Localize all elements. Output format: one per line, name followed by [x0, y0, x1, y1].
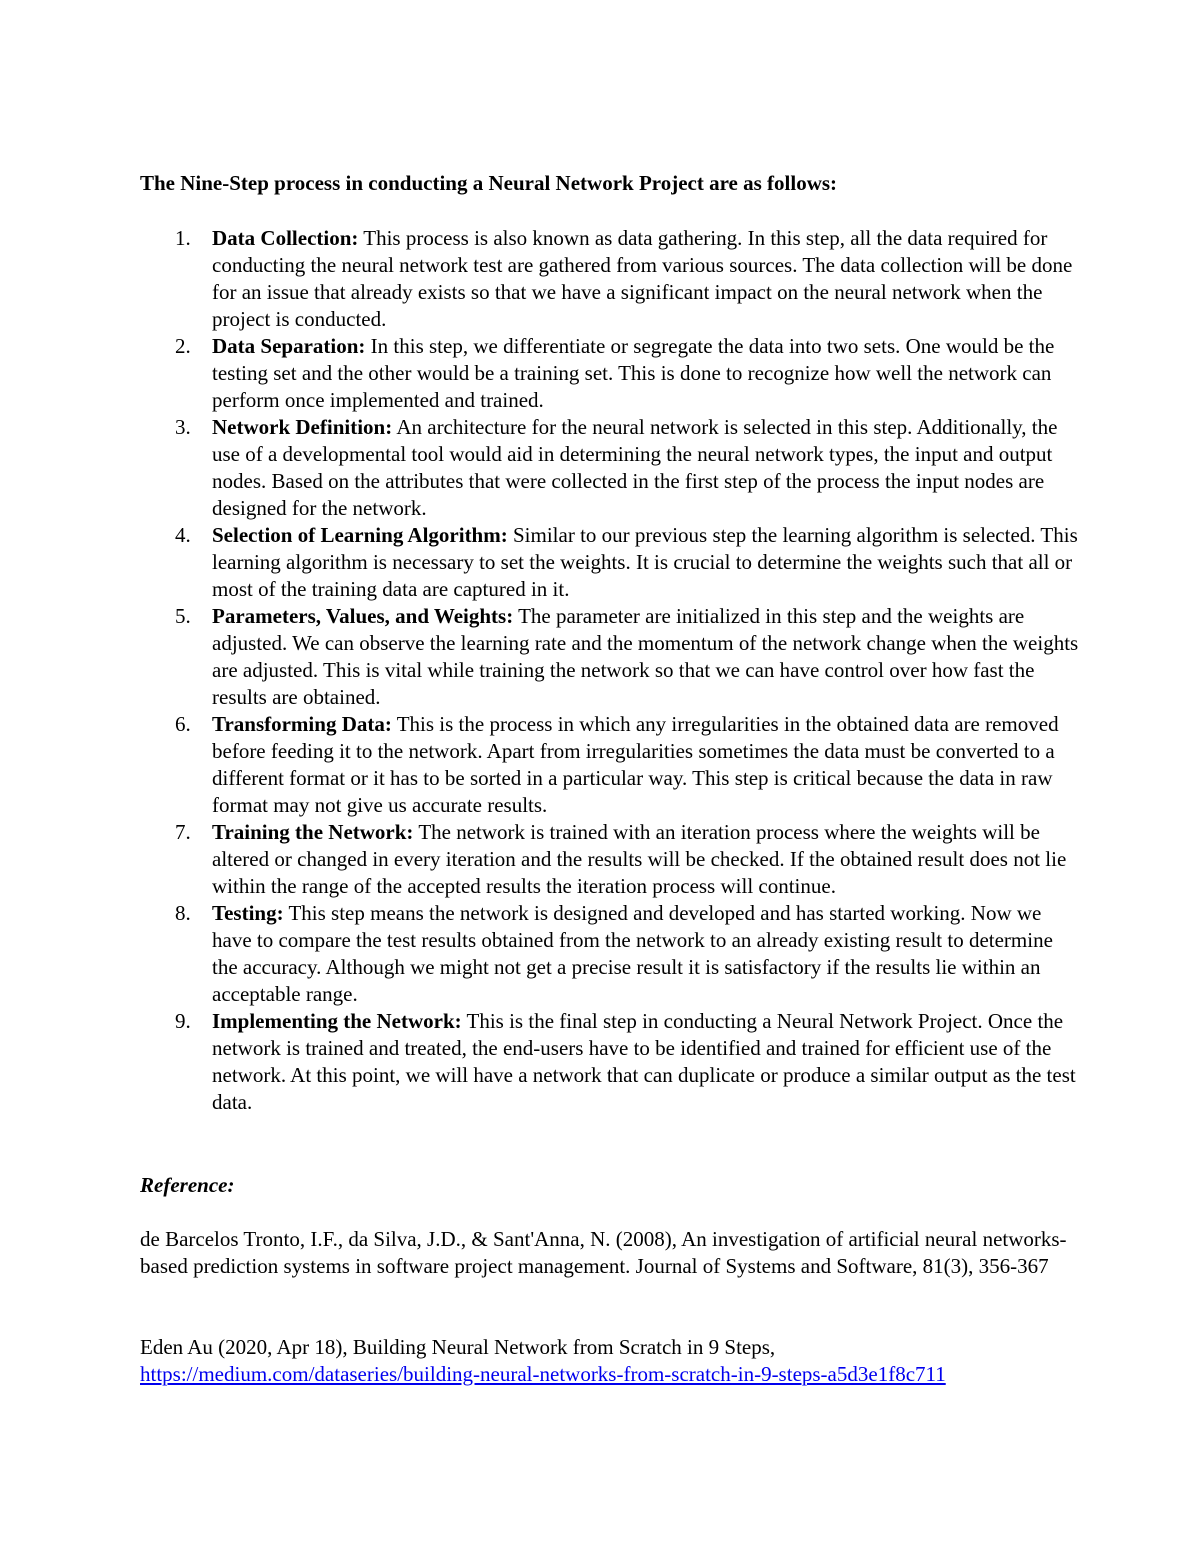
steps-list — [140, 225, 1080, 1116]
reference-link[interactable]: https://medium.com/dataseries/building-neural-networks-from-scratch-in-9-steps-a5d3e1f8c711 — [140, 1362, 946, 1386]
list-item — [140, 819, 1080, 900]
step-title: Testing: — [212, 901, 284, 925]
step-text: An architecture for the neural network is selected in this step. Additionally, the use of a developmental tool would aid in determining the neural network types, the input and output nodes. Based on the attributes that were collected in the first step of the process the input nodes are designed for the network. — [212, 415, 1058, 520]
reference-entry-au — [140, 1334, 1070, 1388]
step-title: Parameters, Values, and Weights: — [212, 604, 514, 628]
list-item — [140, 711, 1080, 819]
reference-heading: Reference: — [140, 1173, 235, 1197]
step-number: 6. — [175, 712, 191, 736]
step-number: 7. — [175, 820, 191, 844]
step-text: This is the process in which any irregularities in the obtained data are removed before feeding it to the network. Apart from irregularities sometimes the data must be converted to a different format or it has to be sorted in a particular way. This step is critical because the data in raw format may not give us accurate results. — [212, 712, 1059, 817]
step-number: 2. — [175, 334, 191, 358]
step-text: The network is trained with an iteration process where the weights will be altered or changed in every iteration and the results will be checked. If the obtained result does not lie within the range of the accepted results the iteration process will continue. — [212, 820, 1067, 898]
step-text: This process is also known as data gathering. In this step, all the data required for conducting the neural network test are gathered from various sources. The data collection will be done for an issue that already exists so that we have a significant impact on the neural network when the project is conducted. — [212, 226, 1073, 331]
step-text: This step means the network is designed and developed and has started working. Now we have to compare the test results obtained from the network to an already existing result to determine the accuracy. Although we might not get a precise result it is satisfactory if the results lie within an acceptable range. — [212, 901, 1053, 1006]
list-item — [140, 1008, 1080, 1116]
step-title: Training the Network: — [212, 820, 414, 844]
step-title: Data Collection: — [212, 226, 359, 250]
list-item — [140, 225, 1080, 333]
list-item — [140, 333, 1080, 414]
step-number: 1. — [175, 226, 191, 250]
step-title: Selection of Learning Algorithm: — [212, 523, 508, 547]
step-text: The parameter are initialized in this step and the weights are adjusted. We can observe the learning rate and the momentum of the network change when the weights are adjusted. This is vital while training the network so that we can have control over how fast the results are obtained. — [212, 604, 1079, 709]
step-title: Data Separation: — [212, 334, 366, 358]
document-heading: The Nine-Step process in conducting a Neural Network Project are as follows: — [140, 171, 838, 195]
step-number: 3. — [175, 415, 191, 439]
reference-entry-tronto: de Barcelos Tronto, I.F., da Silva, J.D., & Sant'Anna, N. (2008), An investigation of artificial neural networks-based prediction systems in software project management. Journal of Systems and Software, 81(3), 356-367 — [140, 1227, 1067, 1278]
list-item — [140, 414, 1080, 522]
list-item — [140, 900, 1080, 1008]
reference-text: Eden Au (2020, Apr 18), Building Neural Network from Scratch in 9 Steps, — [140, 1335, 776, 1359]
step-title: Transforming Data: — [212, 712, 392, 736]
list-item — [140, 603, 1080, 711]
step-number: 8. — [175, 901, 191, 925]
step-number: 5. — [175, 604, 191, 628]
step-number: 4. — [175, 523, 191, 547]
step-title: Network Definition: — [212, 415, 393, 439]
step-text: Similar to our previous step the learning algorithm is selected. This learning algorithm is necessary to set the weights. It is crucial to determine the weights such that all or most of the training data are captured in it. — [212, 523, 1078, 601]
step-text: This is the final step in conducting a Neural Network Project. Once the network is trained and treated, the end-users have to be identified and trained for efficient use of the network. At this point, we will have a network that can duplicate or produce a similar output as the test data. — [212, 1009, 1076, 1114]
list-item — [140, 522, 1080, 603]
step-title: Implementing the Network: — [212, 1009, 462, 1033]
step-number: 9. — [175, 1009, 191, 1033]
step-text: In this step, we differentiate or segregate the data into two sets. One would be the testing set and the other would be a training set. This is done to recognize how well the network can perform once implemented and trained. — [212, 334, 1055, 412]
